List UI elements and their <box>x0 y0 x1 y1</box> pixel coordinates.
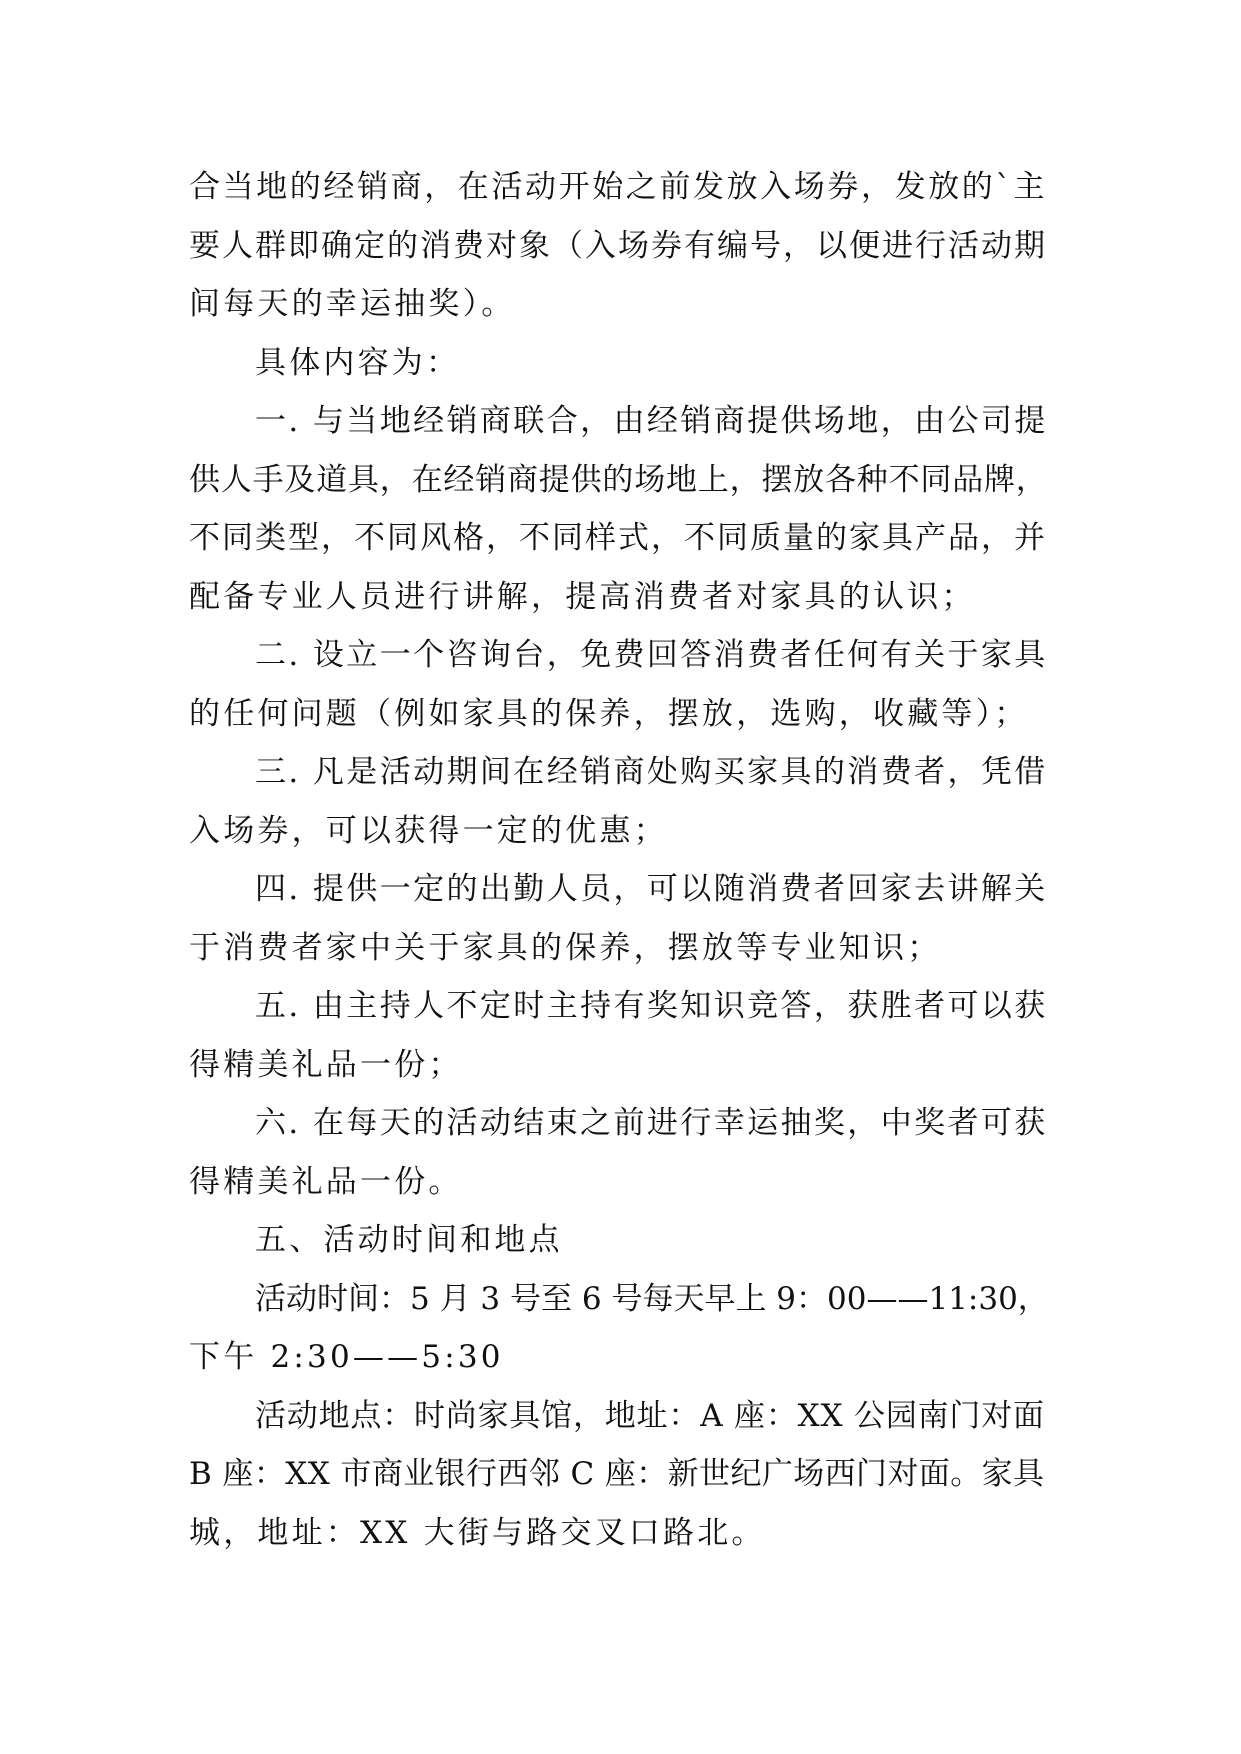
section-heading: 五、活动时间和地点 <box>255 1222 563 1258</box>
text-line: 合当地的经销商，在活动开始之前发放入场券，发放的`主 <box>189 169 1048 205</box>
text-line: B 座：XX 市商业银行西邻 C 座：新世纪广场西门对面。家具 <box>189 1456 1045 1492</box>
text-line: 于消费者家中关于家具的保养，摆放等专业知识； <box>189 929 942 966</box>
text-line: 二. 设立一个咨询台，免费回答消费者任何有关于家具 <box>255 637 1048 673</box>
text-line: 六. 在每天的活动结束之前进行幸运抽奖，中奖者可获 <box>255 1105 1048 1141</box>
text-line: 得精美礼品一份； <box>189 1046 463 1083</box>
text-line: 具体内容为： <box>255 344 461 381</box>
text-line: 五. 由主持人不定时主持有奖知识竞答，获胜者可以获 <box>255 988 1048 1024</box>
text-line: 四. 提供一定的出勤人员，可以随消费者回家去讲解关 <box>255 871 1048 907</box>
text-line: 三. 凡是活动期间在经销商处购买家具的消费者，凭借 <box>255 754 1048 790</box>
text-line: 得精美礼品一份。 <box>189 1163 463 1200</box>
text-line: 下午 2:30——5:30 <box>189 1339 504 1375</box>
text-line: 要人群即确定的消费对象（入场券有编号，以便进行活动期 <box>189 227 1047 264</box>
text-line: 活动地点：时尚家具馆，地址：A 座：XX 公园南门对面 <box>255 1397 1045 1434</box>
text-line: 入场券，可以获得一定的优惠； <box>189 812 668 849</box>
text-line: 配备专业人员进行讲解，提高消费者对家具的认识； <box>189 578 976 615</box>
text-line: 一. 与当地经销商联合，由经销商提供场地，由公司提 <box>255 403 1048 439</box>
document-body <box>189 158 1049 1562</box>
text-line: 的任何问题（例如家具的保养，摆放，选购，收藏等）； <box>189 695 1029 732</box>
text-line: 不同类型，不同风格，不同样式，不同质量的家具产品，并 <box>189 520 1047 556</box>
text-line: 活动时间：5 月 3 号至 6 号每天早上 9：00——11:30， <box>255 1280 1049 1317</box>
text-line: 供人手及道具，在经销商提供的场地上，摆放各种不同品牌， <box>189 461 1048 498</box>
text-line: 城，地址：XX 大街与路交叉口路北。 <box>189 1514 766 1551</box>
text-line: 间每天的幸运抽奖）。 <box>189 286 516 322</box>
